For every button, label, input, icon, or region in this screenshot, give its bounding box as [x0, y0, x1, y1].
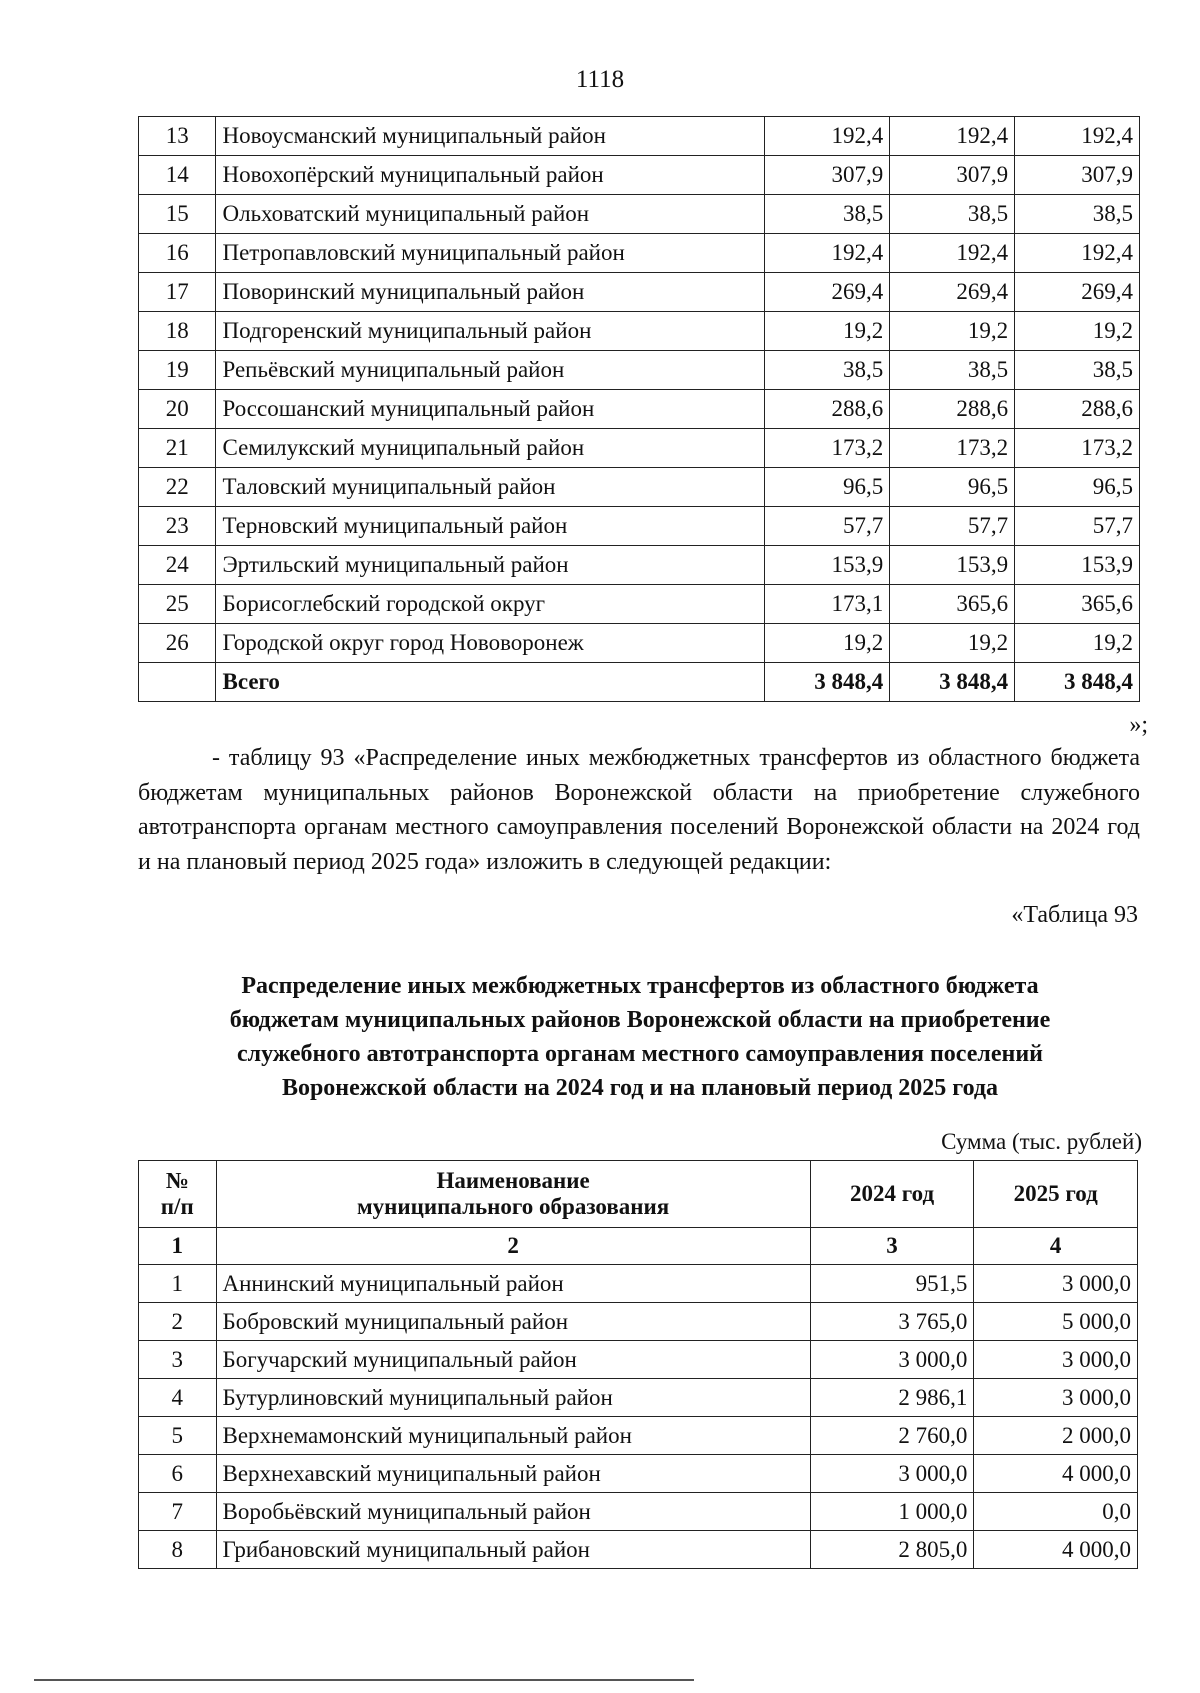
value-cell: 173,1 — [765, 585, 890, 624]
row-number: 20 — [139, 390, 216, 429]
value-cell: 38,5 — [890, 195, 1015, 234]
value-cell: 192,4 — [890, 234, 1015, 273]
row-number: 25 — [139, 585, 216, 624]
table-row — [139, 156, 1140, 195]
table-row — [139, 585, 1140, 624]
row-number: 18 — [139, 312, 216, 351]
value-cell: 365,6 — [1015, 585, 1140, 624]
units-label: Сумма (тыс. рублей) — [941, 1129, 1142, 1154]
value-cell: 307,9 — [1015, 156, 1140, 195]
municipality-name: Грибановский муниципальный район — [216, 1531, 810, 1569]
table-heading — [140, 969, 1140, 1105]
row-number: 5 — [139, 1417, 217, 1455]
row-number: 7 — [139, 1493, 217, 1531]
row-number: 23 — [139, 507, 216, 546]
table-row — [139, 507, 1140, 546]
row-number: 19 — [139, 351, 216, 390]
value-cell: 173,2 — [1015, 429, 1140, 468]
value-2024: 2 760,0 — [810, 1417, 974, 1455]
municipality-name: Бутурлиновский муниципальный район — [216, 1379, 810, 1417]
row-number: 6 — [139, 1455, 217, 1493]
value-cell: 38,5 — [765, 195, 890, 234]
value-2024: 3 000,0 — [810, 1455, 974, 1493]
municipality-name: Эртильский муниципальный район — [216, 546, 765, 585]
table-row — [139, 273, 1140, 312]
row-number: 13 — [139, 117, 216, 156]
value-cell: 173,2 — [765, 429, 890, 468]
value-cell: 192,4 — [1015, 117, 1140, 156]
heading-line: служебного автотранспорта органам местного самоуправления поселений — [237, 1041, 1043, 1067]
column-number: 1 — [139, 1228, 217, 1265]
row-number: 4 — [139, 1379, 217, 1417]
table-row — [139, 1417, 1138, 1455]
row-number: 26 — [139, 624, 216, 663]
table-row — [139, 1341, 1138, 1379]
heading-line: Распределение иных межбюджетных трансфертов из областного бюджета — [241, 973, 1039, 999]
header-row — [139, 1161, 1138, 1228]
header-name — [216, 1161, 810, 1228]
municipality-name: Поворинский муниципальный район — [216, 273, 765, 312]
total-value: 3 848,4 — [1015, 663, 1140, 702]
table-row — [139, 351, 1140, 390]
row-number: 14 — [139, 156, 216, 195]
top-table — [138, 116, 1140, 702]
municipality-name: Борисоглебский городской округ — [216, 585, 765, 624]
header-num — [139, 1161, 217, 1228]
column-number: 4 — [974, 1228, 1138, 1265]
table-row — [139, 1531, 1138, 1569]
value-cell: 38,5 — [765, 351, 890, 390]
municipality-name: Верхнехавский муниципальный район — [216, 1455, 810, 1493]
header-year-2024: 2024 год — [810, 1161, 974, 1228]
value-2025: 0,0 — [974, 1493, 1138, 1531]
header-name-line1: Наименование — [436, 1168, 590, 1193]
row-number: 21 — [139, 429, 216, 468]
header-name-line2: муниципального образования — [356, 1194, 670, 1219]
value-cell: 38,5 — [1015, 195, 1140, 234]
page-number: 1118 — [575, 66, 625, 93]
value-cell: 96,5 — [765, 468, 890, 507]
municipality-name: Воробьёвский муниципальный район — [216, 1493, 810, 1531]
value-2025: 2 000,0 — [974, 1417, 1138, 1455]
value-2024: 951,5 — [810, 1265, 974, 1303]
column-number-row — [139, 1228, 1138, 1265]
row-number: 1 — [139, 1265, 217, 1303]
value-cell: 153,9 — [1015, 546, 1140, 585]
value-cell: 38,5 — [890, 351, 1015, 390]
municipality-name: Верхнемамонский муниципальный район — [216, 1417, 810, 1455]
table-row — [139, 312, 1140, 351]
municipality-name: Семилукский муниципальный район — [216, 429, 765, 468]
table-row — [139, 1303, 1138, 1341]
municipality-name: Таловский муниципальный район — [216, 468, 765, 507]
value-cell: 19,2 — [765, 312, 890, 351]
value-cell: 192,4 — [1015, 234, 1140, 273]
municipality-name: Новоусманский муниципальный район — [216, 117, 765, 156]
table-row — [139, 546, 1140, 585]
value-cell: 269,4 — [890, 273, 1015, 312]
value-cell: 192,4 — [765, 117, 890, 156]
table-row — [139, 1493, 1138, 1531]
bottom-table-body — [139, 1265, 1138, 1569]
value-cell: 307,9 — [890, 156, 1015, 195]
value-2024: 2 805,0 — [810, 1531, 974, 1569]
value-cell: 269,4 — [765, 273, 890, 312]
row-number: 3 — [139, 1341, 217, 1379]
bottom-table — [138, 1160, 1138, 1569]
municipality-name: Ольховатский муниципальный район — [216, 195, 765, 234]
table-row — [139, 117, 1140, 156]
municipality-name: Бобровский муниципальный район — [216, 1303, 810, 1341]
municipality-name: Новохопёрский муниципальный район — [216, 156, 765, 195]
value-cell: 19,2 — [765, 624, 890, 663]
value-2024: 1 000,0 — [810, 1493, 974, 1531]
value-cell: 19,2 — [890, 624, 1015, 663]
amendment-paragraph: - таблицу 93 «Распределение иных межбюджетных трансфертов из областного бюджета бюджетам муниципальных районов Воронежской области на приобретение служебного автотранспорта органам местного самоуправления поселений Воронежской области на 2024 год и на плановый период 2025 года» изложить в следующей редакции: — [138, 745, 1140, 875]
value-cell: 96,5 — [1015, 468, 1140, 507]
table-row — [139, 468, 1140, 507]
row-number: 22 — [139, 468, 216, 507]
value-2024: 2 986,1 — [810, 1379, 974, 1417]
value-cell: 269,4 — [1015, 273, 1140, 312]
header-year-2025: 2025 год — [974, 1161, 1138, 1228]
value-cell: 288,6 — [890, 390, 1015, 429]
municipality-name: Репьёвский муниципальный район — [216, 351, 765, 390]
value-cell: 57,7 — [890, 507, 1015, 546]
table-row — [139, 234, 1140, 273]
heading-line: Воронежской области на 2024 год и на плановый период 2025 года — [281, 1075, 999, 1101]
value-cell: 192,4 — [890, 117, 1015, 156]
table-row — [139, 1455, 1138, 1493]
value-cell: 307,9 — [765, 156, 890, 195]
column-number: 2 — [216, 1228, 810, 1265]
table-row — [139, 429, 1140, 468]
value-2025: 4 000,0 — [974, 1455, 1138, 1493]
municipality-name: Богучарский муниципальный район — [216, 1341, 810, 1379]
table-row — [139, 1265, 1138, 1303]
row-number: 2 — [139, 1303, 217, 1341]
row-number: 8 — [139, 1531, 217, 1569]
value-cell: 57,7 — [1015, 507, 1140, 546]
value-cell: 19,2 — [1015, 312, 1140, 351]
value-cell: 38,5 — [1015, 351, 1140, 390]
table-row — [139, 390, 1140, 429]
municipality-name: Подгоренский муниципальный район — [216, 312, 765, 351]
table-row — [139, 624, 1140, 663]
value-cell: 57,7 — [765, 507, 890, 546]
value-cell: 288,6 — [765, 390, 890, 429]
row-number: 17 — [139, 273, 216, 312]
top-table-body — [139, 117, 1140, 702]
value-cell: 173,2 — [890, 429, 1015, 468]
total-label: Всего — [216, 663, 765, 702]
column-number: 3 — [810, 1228, 974, 1265]
value-2024: 3 000,0 — [810, 1341, 974, 1379]
municipality-name: Городской округ город Нововоронеж — [216, 624, 765, 663]
municipality-name: Россошанский муниципальный район — [216, 390, 765, 429]
table-row — [139, 195, 1140, 234]
header-num-line2: п/п — [160, 1194, 194, 1219]
total-row — [139, 663, 1140, 702]
value-cell: 19,2 — [1015, 624, 1140, 663]
value-2024: 3 765,0 — [810, 1303, 974, 1341]
municipality-name: Терновский муниципальный район — [216, 507, 765, 546]
table-label: «Таблица 93 — [1011, 902, 1138, 928]
value-cell: 96,5 — [890, 468, 1015, 507]
total-value: 3 848,4 — [765, 663, 890, 702]
value-2025: 3 000,0 — [974, 1379, 1138, 1417]
value-cell: 153,9 — [765, 546, 890, 585]
value-cell: 288,6 — [1015, 390, 1140, 429]
closing-quote: »; — [1129, 712, 1148, 738]
row-number: 15 — [139, 195, 216, 234]
footer-rule — [34, 1679, 694, 1681]
value-cell: 365,6 — [890, 585, 1015, 624]
row-number: 16 — [139, 234, 216, 273]
value-cell: 19,2 — [890, 312, 1015, 351]
header-num-line1: № — [165, 1168, 189, 1193]
heading-line: бюджетам муниципальных районов Воронежской области на приобретение — [229, 1007, 1051, 1033]
value-cell: 192,4 — [765, 234, 890, 273]
value-cell: 153,9 — [890, 546, 1015, 585]
value-2025: 3 000,0 — [974, 1341, 1138, 1379]
municipality-name: Петропавловский муниципальный район — [216, 234, 765, 273]
total-value: 3 848,4 — [890, 663, 1015, 702]
table-row — [139, 1379, 1138, 1417]
municipality-name: Аннинский муниципальный район — [216, 1265, 810, 1303]
value-2025: 4 000,0 — [974, 1531, 1138, 1569]
value-2025: 3 000,0 — [974, 1265, 1138, 1303]
row-number: 24 — [139, 546, 216, 585]
value-2025: 5 000,0 — [974, 1303, 1138, 1341]
empty-cell — [139, 663, 216, 702]
